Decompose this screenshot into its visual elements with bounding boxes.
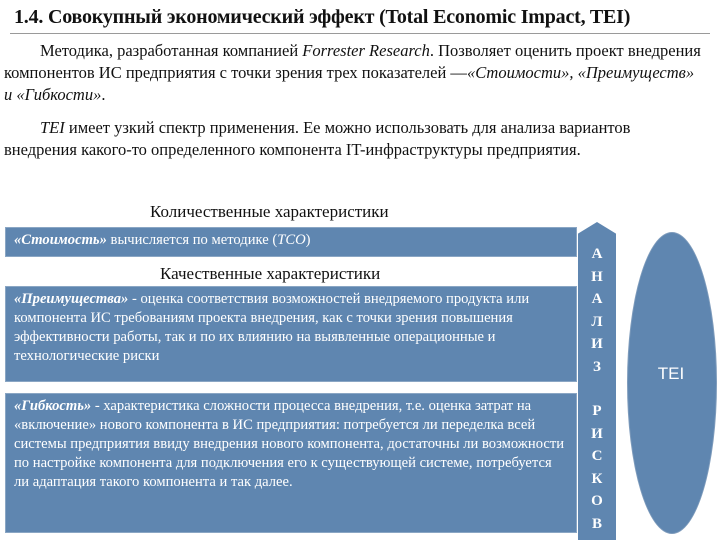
company-name: Forrester Research [302, 41, 430, 60]
intro-text-end: . [101, 85, 106, 104]
letter: О [591, 493, 603, 509]
intro-paragraph [4, 40, 704, 106]
flexibility-text: - характеристика сложности процесса внедрения, т.е. оценка затрат на «включение» нового компонента в ИС предприятия: потребуется ли переделка всей системы предприятия ввиду внедрения нового компонента, достаточны ли возможности по настройке компонента для подключения его к существующей системе, потребуется ли адаптация такого компонента и так далее. [14, 398, 565, 490]
risks-vertical-text [578, 400, 616, 535]
scope-paragraph [4, 117, 704, 161]
letter: И [591, 336, 603, 352]
intro-text-mid: . Позволяет оценить проект внедрения компонентов ИС предприятия с точки зрения трех показателей — [4, 41, 701, 82]
letter: Р [592, 403, 602, 419]
indicator-names: «Стоимости», «Преимуществ» и «Гибкости» [4, 63, 695, 104]
letter: Н [591, 268, 603, 285]
cost-text: вычисляется по методике ( [106, 232, 278, 248]
flexibility-box [5, 393, 577, 533]
title-divider [10, 33, 710, 34]
benefits-box [5, 286, 577, 382]
benefits-term: «Преимущества» [14, 291, 129, 307]
analysis-vertical-text [578, 243, 616, 378]
cost-term: «Стоимость» [14, 232, 107, 248]
quantitative-label: Количественные характеристики [150, 202, 389, 221]
intro-text-start: Методика, разработанная компанией [40, 41, 303, 60]
flexibility-term: «Гибкость» [14, 398, 92, 414]
qualitative-label: Качественные характеристики [160, 264, 381, 283]
letter: А [591, 246, 603, 262]
slide-title: 1.4. Совокупный экономический эффект (Total Economic Impact, TEI) [14, 6, 631, 28]
letter: К [591, 470, 603, 487]
letter: В [591, 515, 602, 532]
letter: З [593, 358, 601, 375]
scope-text: имеет узкий спектр применения. Ее можно использовать для анализа вариантов внедрения какого-то определенного компонента IT-инфраструктуры предприятия. [4, 118, 631, 159]
letter: И [591, 425, 603, 442]
letter: Л [591, 313, 603, 330]
cost-method: TCO [277, 232, 306, 248]
cost-text-end: ) [305, 232, 311, 248]
cost-box [5, 227, 577, 257]
letter: А [591, 291, 603, 307]
letter: С [591, 448, 603, 464]
tei-label: TEI [657, 364, 685, 383]
tei-abbreviation: TEI [40, 118, 65, 137]
benefits-text: - оценка соответствия возможностей внедряемого продукта или компонента ИС требованиям проекта внедрения, как с точки зрения повышения эффективности работы, так и по их влиянию на выявленные операционные и технологические риски [14, 291, 530, 364]
